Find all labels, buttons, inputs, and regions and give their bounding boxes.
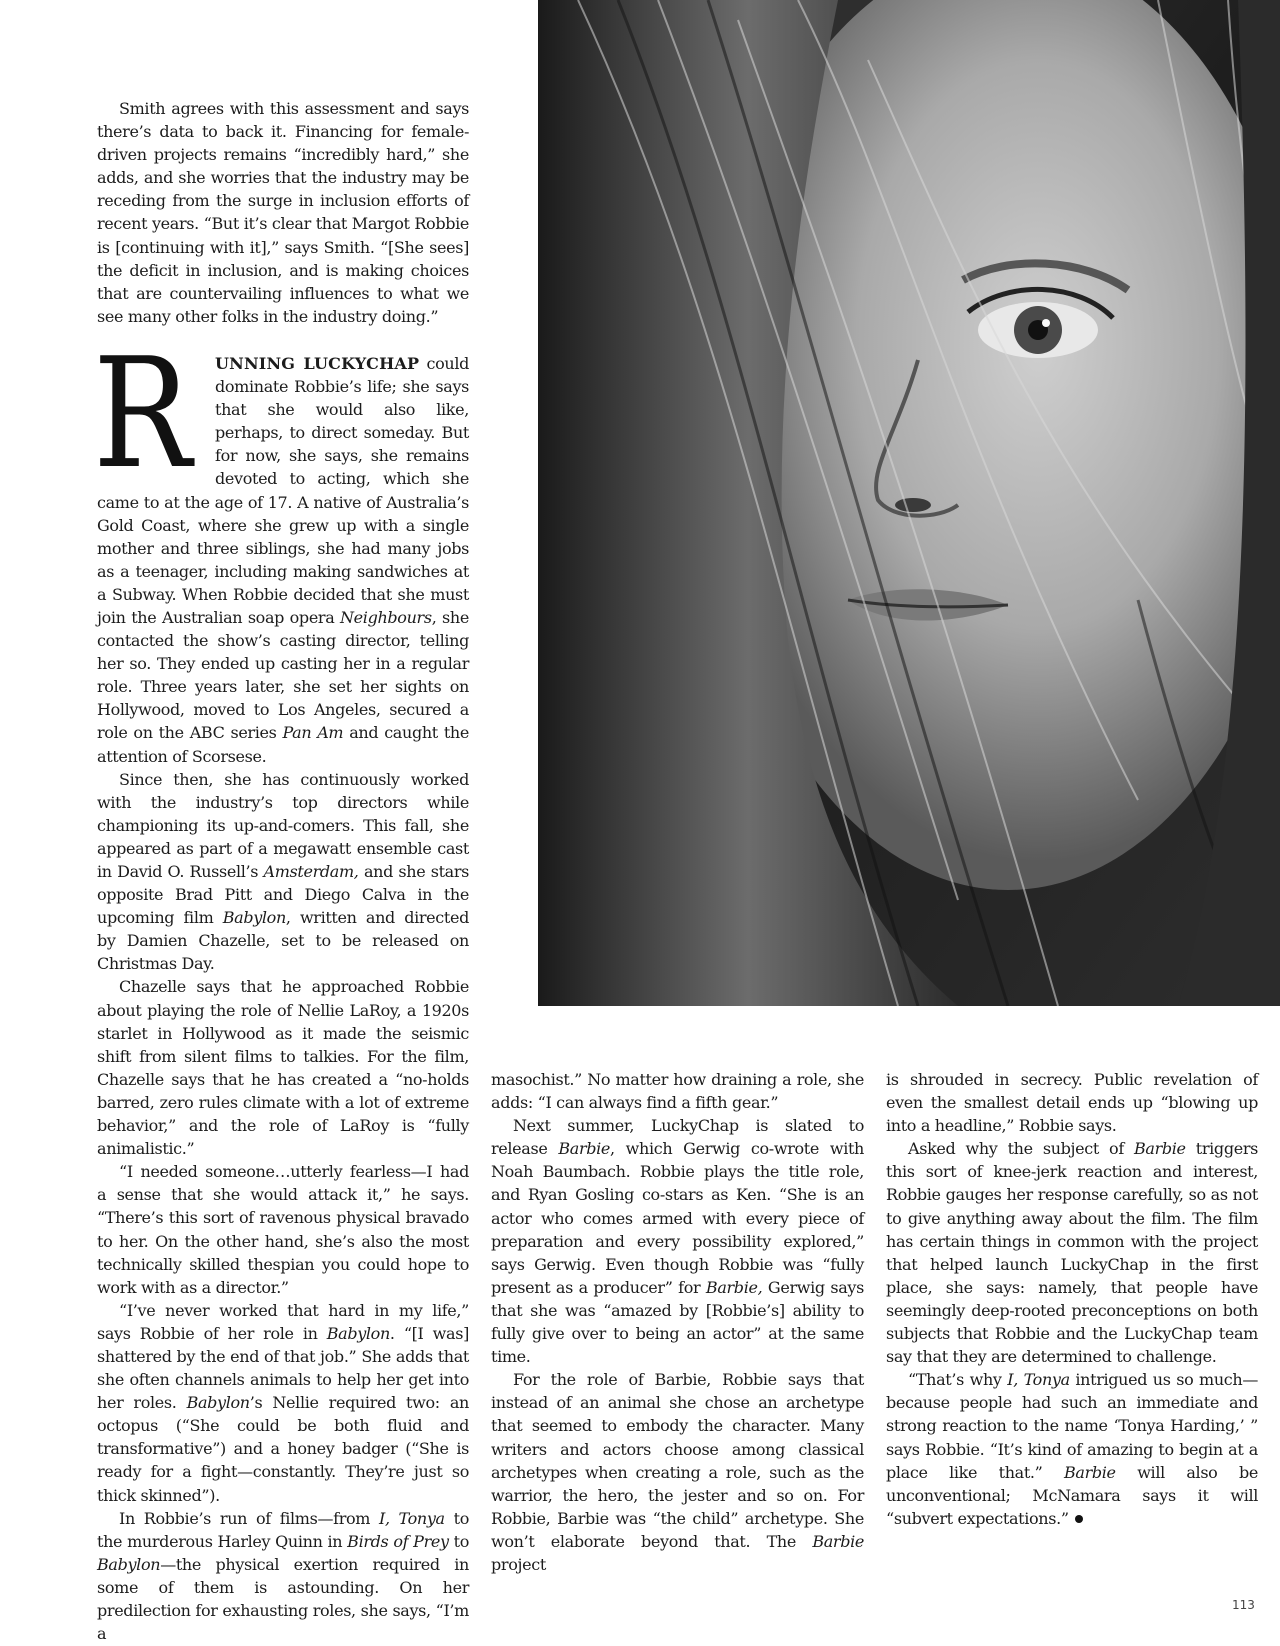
text-run: Asked why the subject of (908, 1139, 1134, 1159)
text-run: “That’s why (908, 1370, 1008, 1390)
text-run: Since then, she has continuously worked with the industry’s top directors while championing its up-and-comers. This fall, she appeared as part of a megawatt ensemble cast in David O. Russell’s (97, 769, 469, 881)
italic-title: Birds of Prey (347, 1531, 449, 1551)
portrait-photo (538, 0, 1280, 1006)
text-run: will also be unconventional; McNamara says it will “subvert expectations.” (886, 1462, 1258, 1528)
italic-title: Barbie, (705, 1277, 763, 1297)
text-run: “I’ve never worked that hard in my life,” says Robbie of her role in (97, 1300, 469, 1343)
text-run: ’s Nellie required two: an octopus (“She could be both fluid and transformative”) and a honey badger (“She is ready for a fight—constantly. They’re just so thick skinned”). (97, 1393, 469, 1505)
lead-in-caps: UNNING LUCKYCHAP (215, 353, 420, 373)
drop-cap: R (93, 324, 192, 502)
paragraph: Chazelle says that he approached Robbie about playing the role of Nellie LaRoy, a 1920s starlet in Hollywood as it made the seismic shift from silent films to talkies. For the film, Chazelle says that he has created a “no-holds barred, zero rules climate with a lot of extreme behavior,” and the role of LaRoy is “fully animalistic.” (97, 977, 469, 1159)
text-run: —the physical exertion required in some of them is astounding. On her predilection for exhausting roles, she says, “I’m a (97, 1554, 469, 1644)
paragraph: “I needed someone…utterly fearless—I had a sense that she would attack it,” he says. “There’s this sort of ravenous physical bravado to her. On the other hand, she’s also the most technically skilled thespian you could hope to work with as a director.” (97, 1162, 469, 1297)
italic-title: Babylon (97, 1554, 161, 1574)
text-run: project (491, 1554, 546, 1574)
page-number: 113 (1232, 1598, 1255, 1612)
paragraph: is shrouded in secrecy. Public revelation of even the smallest detail ends up “blowing up into a headline,” Robbie says. (886, 1070, 1258, 1136)
italic-title: Babylon (222, 908, 286, 928)
end-of-story-mark (1075, 1515, 1083, 1523)
italic-title: Pan Am (282, 723, 344, 743)
text-run: . “[I was] shattered by the end of that job.” She adds that she often channels animals to help her get into her roles. (97, 1323, 469, 1413)
paragraph: masochist.” No matter how draining a role, she adds: “I can always find a fifth gear.” (491, 1070, 864, 1113)
article-column-3 (886, 1068, 1258, 1530)
text-run: , she contacted the show’s casting director, telling her so. They ended up casting her in a regular role. Three years later, she set her sights on Hollywood, moved to Los Angeles, secured a role on the ABC series (97, 607, 469, 743)
paragraph (97, 1507, 469, 1646)
italic-title: I, Tonya (1007, 1370, 1070, 1390)
italic-title: Neighbours (340, 607, 432, 627)
paragraph: Smith agrees with this assessment and says there’s data to back it. Financing for female-driven projects remains “incredibly hard,” she adds, and she worries that the industry may be receding from the surge in inclusion efforts of recent years. “But it’s clear that Margot Robbie is [continuing with it],” says Smith. “[She sees] the deficit in inclusion, and is making choices that are countervailing influences to what we see many other folks in the industry doing.” (97, 99, 469, 326)
text-run: , written and directed by Damien Chazelle, set to be released on Christmas Day. (97, 908, 470, 974)
paragraph (886, 1368, 1258, 1530)
paragraph (93, 324, 469, 768)
italic-title: Babylon (186, 1393, 250, 1413)
text-run: In Robbie’s run of films—from (119, 1508, 379, 1528)
italic-title: Barbie (812, 1531, 864, 1551)
paragraph (97, 1299, 469, 1507)
text-run: and she stars opposite Brad Pitt and Diego Calva in the upcoming film (97, 862, 469, 928)
text-run: Gerwig says that she was “amazed by [Robbie’s] ability to fully give over to being an actor” at the same time. (491, 1277, 864, 1367)
paragraph (491, 1368, 864, 1576)
article-column-2 (491, 1068, 864, 1576)
paragraph (491, 1114, 864, 1368)
italic-title: Barbie (558, 1139, 611, 1159)
text-run: triggers this sort of knee-jerk reaction and interest, Robbie gauges her response carefully, so as not to give anything away about the film. The film has certain things in common with the project that helped launch LuckyChap in the first place, she says: namely, that people have seemingly deep-rooted preconceptions on both subjects that Robbie and the LuckyChap team say that they are determined to challenge. (886, 1139, 1258, 1367)
text-run: For the role of Barbie, Robbie says that instead of an animal she chose an archetype that seemed to embody the character. Many writers and actors choose among classical archetypes when creating a role, such as the warrior, the hero, the jester and so on. For Robbie, Barbie was “the child” archetype. She won’t elaborate beyond that. The (491, 1370, 864, 1551)
italic-title: Amsterdam, (263, 862, 359, 881)
italic-title: I, Tonya (378, 1508, 445, 1528)
text-run: to (448, 1531, 469, 1551)
italic-title: Barbie (1134, 1139, 1186, 1159)
text-run: intrigued us so much—because people had such an immediate and strong reaction to the name ‘Tonya Harding,’ ” says Robbie. “It’s kind of amazing to begin at a place like that.” (886, 1370, 1258, 1482)
paragraph (97, 768, 469, 976)
text-run: and caught the attention of Scorsese. (97, 723, 469, 766)
paragraph (886, 1137, 1258, 1368)
text-run: could dominate Robbie’s life; she says that she would also like, perhaps, to direct someday. But for now, she says, she remains devoted to acting, which she came to at the age of 17. A native of Australia’s Gold Coast, where she grew up with a single mother and three siblings, she had many jobs as a teenager, including making sandwiches at a Subway. When Robbie decided that she must join the Australian soap opera (97, 353, 469, 627)
text-run: Next summer, LuckyChap is slated to release (491, 1116, 864, 1159)
article-column-1 (93, 97, 470, 1645)
text-run: to the murderous Harley Quinn in (97, 1508, 469, 1551)
italic-title: Babylon (326, 1323, 390, 1343)
italic-title: Barbie (1064, 1462, 1116, 1482)
text-run: , which Gerwig co-wrote with Noah Baumbach. Robbie plays the title role, and Ryan Gosling co-stars as Ken. “She is an actor who comes armed with every piece of preparation and every possibility explored,” says Gerwig. Even though Robbie was “fully present as a producer” for (491, 1139, 864, 1297)
